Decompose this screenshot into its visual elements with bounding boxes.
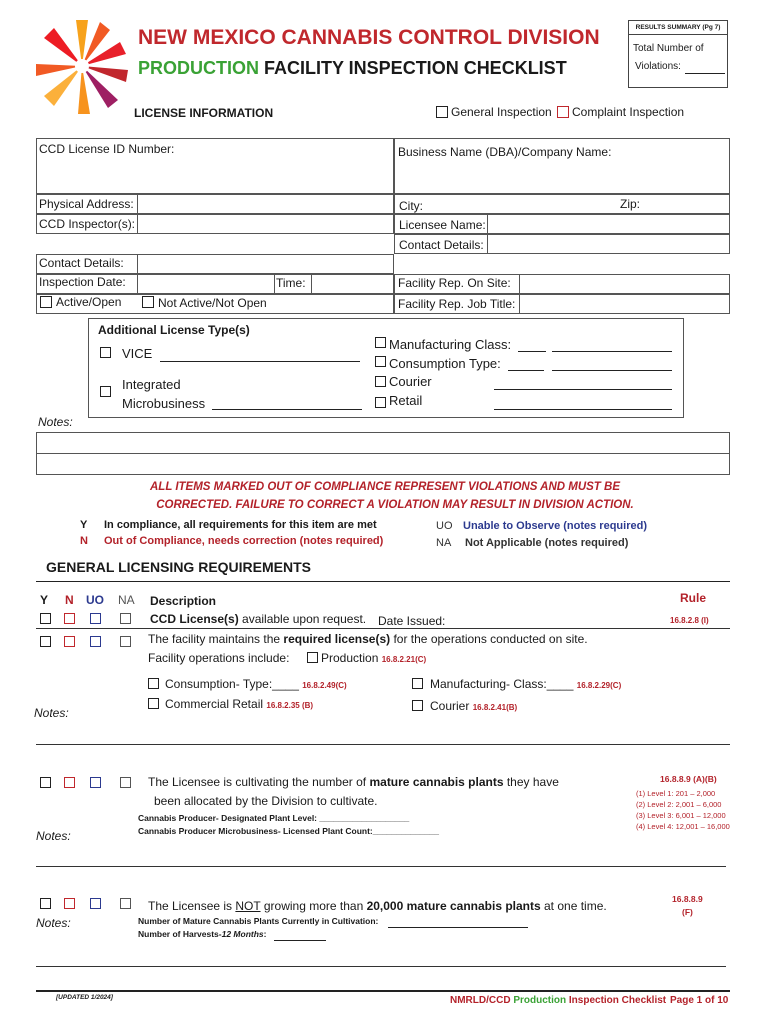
- footer-title: NMRLD/CCD Production Inspection Checklist: [450, 995, 667, 1006]
- item2-notes-label: Notes:: [34, 706, 69, 720]
- item1-description: CCD License(s) available upon request.: [150, 612, 367, 626]
- col-y-header: Y: [40, 593, 49, 607]
- section-divider: [36, 581, 730, 582]
- general-inspection-label: General Inspection: [451, 105, 552, 119]
- not-active-checkbox[interactable]: [142, 296, 154, 308]
- item3-notes-label: Notes:: [36, 829, 71, 843]
- manufacturing-op-checkbox[interactable]: [412, 678, 423, 689]
- footer-updated: [UPDATED 1/2024]: [56, 994, 113, 1001]
- item1-uo-checkbox[interactable]: [90, 613, 101, 624]
- item4-rule: 16.8.8.9: [672, 894, 703, 904]
- item2-na-checkbox[interactable]: [120, 636, 131, 647]
- level-1: (1) Level 1: 201 – 2,000: [636, 789, 716, 798]
- summary-total-label: Total Number of: [633, 43, 704, 54]
- microbusiness-field[interactable]: [212, 409, 362, 410]
- item3-description: The Licensee is cultivating the number of mature cannabis plants they have: [148, 775, 559, 789]
- level-3: (3) Level 3: 6,001 – 12,000: [636, 811, 726, 820]
- legend-y-text: In compliance, all requirements for this item are met: [104, 519, 377, 531]
- item2-notes-line[interactable]: [36, 744, 730, 745]
- col-na-header: NA: [118, 593, 135, 607]
- item4-na-checkbox[interactable]: [120, 898, 131, 909]
- contact-details-left-label: Contact Details:: [39, 256, 124, 270]
- item4-uo-checkbox[interactable]: [90, 898, 101, 909]
- notes-row-1[interactable]: [36, 432, 730, 454]
- summary-violations-field[interactable]: [685, 73, 725, 74]
- manufacturing-class-label: Manufacturing Class:: [389, 337, 512, 352]
- item2-description: The facility maintains the required license(s) for the operations conducted on site.: [148, 632, 588, 646]
- item2-operations-label: Facility operations include:: [148, 651, 290, 665]
- manufacturing-class-checkbox[interactable]: [375, 337, 386, 348]
- warning-line-2: CORRECTED. FAILURE TO CORRECT A VIOLATION MAY RESULT IN DIVISION ACTION.: [156, 499, 634, 511]
- vice-checkbox[interactable]: [100, 347, 111, 358]
- consumption-op-checkbox[interactable]: [148, 678, 159, 689]
- col-n-header: N: [65, 593, 74, 607]
- complaint-inspection-label: Complaint Inspection: [572, 105, 685, 119]
- item2-uo-checkbox[interactable]: [90, 636, 101, 647]
- manufacturing-class-field-b[interactable]: [552, 351, 672, 352]
- footer-page-number: Page 1 of 10: [670, 995, 729, 1006]
- not-active-label: Not Active/Not Open: [158, 296, 267, 310]
- commercial-retail-checkbox[interactable]: [148, 698, 159, 709]
- item1-n-checkbox[interactable]: [64, 613, 75, 624]
- harvests-field[interactable]: [274, 940, 326, 941]
- item2-n-checkbox[interactable]: [64, 636, 75, 647]
- item1-na-checkbox[interactable]: [120, 613, 131, 624]
- section-title: GENERAL LICENSING REQUIREMENTS: [46, 559, 311, 575]
- item3-line2: been allocated by the Division to cultivate.: [154, 794, 378, 808]
- col-rule-header: Rule: [680, 591, 707, 605]
- ccd-inspectors-label: CCD Inspector(s):: [39, 217, 136, 231]
- courier-op-option: Courier 16.8.2.41(B): [430, 699, 518, 713]
- item3-notes-line[interactable]: [36, 866, 726, 867]
- active-open-checkbox[interactable]: [40, 296, 52, 308]
- general-inspection-checkbox[interactable]: [436, 106, 448, 118]
- facility-rep-title-label: Facility Rep. Job Title:: [398, 297, 516, 311]
- item4-notes-label: Notes:: [36, 916, 71, 930]
- production-option: Production 16.8.2.21(C): [321, 651, 427, 665]
- retail-field[interactable]: [494, 409, 672, 410]
- legend-na-key: NA: [436, 537, 452, 549]
- zip-label: Zip:: [620, 197, 641, 211]
- courier-checkbox[interactable]: [375, 376, 386, 387]
- col-uo-header: UO: [86, 593, 104, 607]
- item4-y-checkbox[interactable]: [40, 898, 51, 909]
- ccd-license-label: CCD License ID Number:: [39, 142, 175, 156]
- results-summary-title: RESULTS SUMMARY (Pg 7): [628, 20, 728, 35]
- item1-y-checkbox[interactable]: [40, 613, 51, 624]
- inspection-date-label: Inspection Date:: [39, 275, 126, 289]
- city-label: City:: [399, 199, 423, 213]
- consumption-type-label: Consumption Type:: [389, 356, 501, 371]
- item4-n-checkbox[interactable]: [64, 898, 75, 909]
- retail-checkbox[interactable]: [375, 397, 386, 408]
- production-checkbox[interactable]: [307, 652, 318, 663]
- facility-rep-site-label: Facility Rep. On Site:: [398, 276, 511, 290]
- legend-uo-key: UO: [436, 520, 453, 532]
- legend-na-text: Not Applicable (notes required): [465, 537, 629, 549]
- city-zip-field[interactable]: [394, 194, 730, 214]
- item3-uo-checkbox[interactable]: [90, 777, 101, 788]
- business-name-label: Business Name (DBA)/Company Name:: [398, 145, 612, 159]
- item1-rule: 16.8.2.8 (I): [670, 616, 709, 625]
- warning-line-1: ALL ITEMS MARKED OUT OF COMPLIANCE REPRESENT VIOLATIONS AND MUST BE: [149, 481, 621, 493]
- results-summary-box: [628, 20, 728, 88]
- page-title: NEW MEXICO CANNABIS CONTROL DIVISION: [138, 26, 600, 49]
- consumption-type-field-a[interactable]: [508, 370, 544, 371]
- additional-license-title: Additional License Type(s): [98, 323, 250, 337]
- page-subtitle: PRODUCTION FACILITY INSPECTION CHECKLIST: [138, 58, 567, 78]
- item1-divider: [36, 628, 730, 629]
- license-info-heading: LICENSE INFORMATION: [134, 106, 274, 120]
- licensee-name-label: Licensee Name:: [399, 218, 486, 232]
- active-open-label: Active/Open: [56, 295, 122, 309]
- microbusiness-label: Microbusiness: [122, 396, 206, 411]
- legend-uo-text: Unable to Observe (notes required): [463, 520, 647, 532]
- col-description-header: Description: [150, 594, 217, 608]
- designated-plant-level[interactable]: Cannabis Producer- Designated Plant Level: ___________________: [138, 813, 410, 823]
- legend-n-text: Out of Compliance, needs correction (notes required): [104, 535, 384, 547]
- item3-rule: 16.8.8.9 (A)(B): [660, 774, 717, 784]
- courier-label: Courier: [389, 374, 432, 389]
- harvests-label: Number of Harvests-12 Months:: [138, 929, 267, 939]
- level-2: (2) Level 2: 2,001 – 6,000: [636, 800, 722, 809]
- vice-label: VICE: [122, 346, 153, 361]
- item4-notes-line[interactable]: [36, 966, 726, 967]
- summary-violations-label: Violations:: [635, 61, 681, 72]
- footer-divider: [36, 990, 730, 992]
- item3-y-checkbox[interactable]: [40, 777, 51, 788]
- item2-y-checkbox[interactable]: [40, 636, 51, 647]
- retail-label: Retail: [389, 393, 423, 408]
- vice-field[interactable]: [160, 361, 360, 362]
- legend-y-key: Y: [80, 519, 88, 531]
- item4-rule-sub: (F): [682, 907, 693, 917]
- consumption-type-field-b[interactable]: [552, 370, 672, 371]
- time-label: Time:: [276, 276, 306, 290]
- licensed-plant-count[interactable]: Cannabis Producer Microbusiness- Licensed Plant Count:______________: [138, 826, 439, 836]
- physical-address-label: Physical Address:: [39, 197, 134, 211]
- plants-in-cultivation-label: Number of Mature Cannabis Plants Currently in Cultivation:: [138, 916, 379, 926]
- integrated-label: Integrated: [122, 377, 181, 392]
- level-4: (4) Level 4: 12,001 – 16,000: [636, 822, 730, 831]
- item4-description: The Licensee is NOT growing more than 20,000 mature cannabis plants at one time.: [148, 899, 607, 913]
- plants-in-cultivation-field[interactable]: [388, 927, 528, 928]
- ccd-logo: [28, 14, 138, 122]
- notes-row-2[interactable]: [36, 453, 730, 475]
- additional-notes-label: Notes:: [38, 415, 73, 429]
- complaint-inspection-checkbox[interactable]: [557, 106, 569, 118]
- contact-details-right-label: Contact Details:: [399, 238, 484, 252]
- item3-n-checkbox[interactable]: [64, 777, 75, 788]
- legend-n-key: N: [80, 535, 88, 547]
- courier-field[interactable]: [494, 389, 672, 390]
- commercial-retail-option: Commercial Retail 16.8.2.35 (B): [165, 697, 314, 711]
- courier-op-checkbox[interactable]: [412, 700, 423, 711]
- manufacturing-op-option: Manufacturing- Class:____ 16.8.2.29(C): [430, 677, 622, 691]
- manufacturing-class-field-a[interactable]: [518, 351, 546, 352]
- consumption-op-option: Consumption- Type:____ 16.8.2.49(C): [165, 677, 347, 691]
- item3-na-checkbox[interactable]: [120, 777, 131, 788]
- item1-date-label: Date Issued:: [378, 614, 446, 628]
- consumption-type-checkbox[interactable]: [375, 356, 386, 367]
- integrated-microbusiness-checkbox[interactable]: [100, 386, 111, 397]
